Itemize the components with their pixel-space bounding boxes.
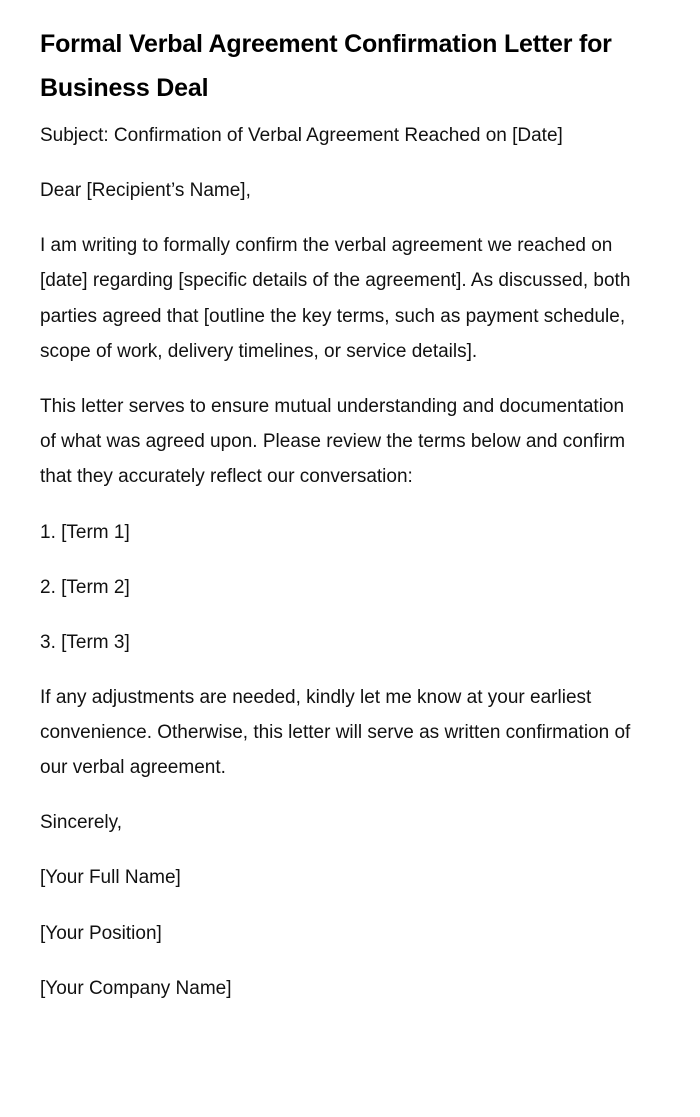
body-paragraph-2: This letter serves to ensure mutual understanding and documentation of what was agreed upon. Please review the terms below and confirm that they accurately reflect our conversation: — [40, 396, 626, 488]
term-item: 2. [Term 2] — [40, 576, 130, 598]
body-paragraph-1: I am writing to formally confirm the verbal agreement we reached on [date] regarding [specific details of the agreement]. As discussed, both parties agreed that [outline the key terms, such as payment schedule, scope of work, delivery timelines, or service details]. — [40, 235, 631, 362]
signature-position: [Your Position] — [40, 922, 162, 944]
body-paragraph-3: If any adjustments are needed, kindly let me know at your earliest convenience. Otherwise, this letter will serve as written confirmation of our verbal agreement. — [40, 686, 631, 779]
subject-line: Subject: Confirmation of Verbal Agreement Reached on [Date] — [40, 125, 563, 146]
salutation: Dear [Recipient’s Name], — [40, 180, 251, 201]
terms-list — [40, 515, 644, 660]
signature-name: [Your Full Name] — [40, 867, 181, 889]
signature-company: [Your Company Name] — [40, 977, 232, 999]
closing: Sincerely, — [40, 812, 123, 834]
term-item: 3. [Term 3] — [40, 631, 130, 653]
document-title: Formal Verbal Agreement Confirmation Letter for Business Deal — [40, 30, 612, 102]
term-item: 1. [Term 1] — [40, 521, 130, 543]
